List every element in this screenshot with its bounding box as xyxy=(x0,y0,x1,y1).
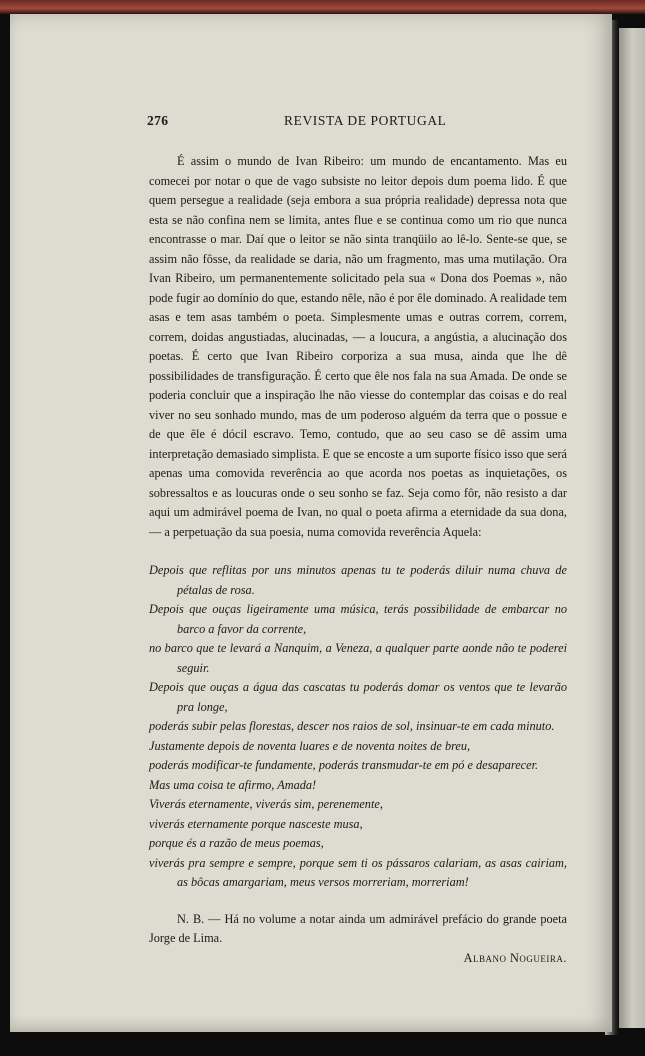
poem-line: poderás subir pelas florestas, descer nos raios de sol, insinuar-te em cada minuto. xyxy=(149,719,555,733)
page-content xyxy=(149,113,567,968)
running-head: REVISTA DE PORTUGAL xyxy=(284,113,447,128)
poem-line: Depois que ouças ligeiramente uma música, terás possibilidade de embarcar no barco a favor da corrente, xyxy=(149,602,567,636)
poem-line: Justamente depois de noventa luares e de noventa noites de breu, xyxy=(149,738,471,753)
body-paragraph: É assim o mundo de Ivan Ribeiro: um mundo de encantamento. Mas eu comecei por notar o que de vago subsiste no leitor depois dum poema lido. É que quem persegue a realidade (seja embora a sua própria realidade) depressa nota que esta se não confina nem se limita, antes flue e se continua como um rio que nunca encontrasse o mar. Daí que o leitor se não sinta tranqüilo ao lê-lo. Sente-se que, se assim não fôsse, da realidade se daria, não um fragmento, mas uma mutilação. Ora Ivan Ribeiro, um permanentemente solicitado pela sua « Dona dos Poemas », não pode fugir ao domínio do que, estando nêle, não é por êle dominado. A realidade tem asas e tem asas também o poeta. Simplesmente umas e outras correm, correm, correm, doidas angustiadas, alucinadas, — a loucura, a angústia, a alucinação dos poetas. É certo que Ivan Ribeiro corporiza a sua musa, ainda que lhe dê possibilidades de transfiguração. É certo que êle nos fala na sua Amada. De onde se poderia concluir que a inspiração lhe não viesse do contemplar das coisas e do real viver no seu sonhado mundo, mas de um poderoso alguém da terra que o possue e de que êle é dócil escravo. Temo, contudo, que ao seu caso se dê assim uma interpretação demasiado simplista. E que se encoste a um suporte físico isso que será apenas uma comovida reverência ao que acorda nos poetas as inquietações, os sobressaltos e as loucuras onde o seu sonho se faz. Seja como fôr, não resisto a dar aqui um admirável poema de Ivan, no qual o poeta afirma a eternidade da sua dona, — a perpetuação da sua poesia, numa comovida reverência Aquela: xyxy=(149,154,567,539)
signature: Albano Nogueira. xyxy=(463,950,567,965)
poem-line: viverás eternamente porque nasceste musa, xyxy=(149,816,363,831)
poem-line: Mas uma coisa te afirmo, Amada! xyxy=(149,777,317,792)
poem-line: Viverás eternamente, viverás sim, perenemente, xyxy=(149,797,383,811)
poem-line: poderás modificar-te fundamente, poderás transmudar-te em pó e desaparecer. xyxy=(149,758,539,772)
poem-line: Depois que reflitas por uns minutos apenas tu te poderás diluir numa chuva de pétalas de rosa. xyxy=(149,563,567,597)
poem xyxy=(149,561,567,893)
page-header xyxy=(149,113,567,135)
page-number: 276 xyxy=(147,113,169,128)
poem-line: Depois que ouças a água das cascatas tu poderás domar os ventos que te levarão pra longe, xyxy=(149,680,567,714)
page-top-edge xyxy=(0,0,645,14)
author-note: N. B. — Há no volume a notar ainda um admirável prefácio do grande poeta Jorge de Lima. xyxy=(149,911,567,945)
poem-line: porque és a razão de meus poemas, xyxy=(149,836,324,850)
poem-line: no barco que te levará a Nanquim, a Veneza, a qualquer parte aonde não te poderei seguir. xyxy=(149,641,567,675)
facing-page-edge xyxy=(617,28,645,1028)
poem-line: viverás pra sempre e sempre, porque sem ti os pássaros calariam, as asas cairiam, as bôcas amargariam, meus versos morreriam, morreriam! xyxy=(149,855,567,889)
